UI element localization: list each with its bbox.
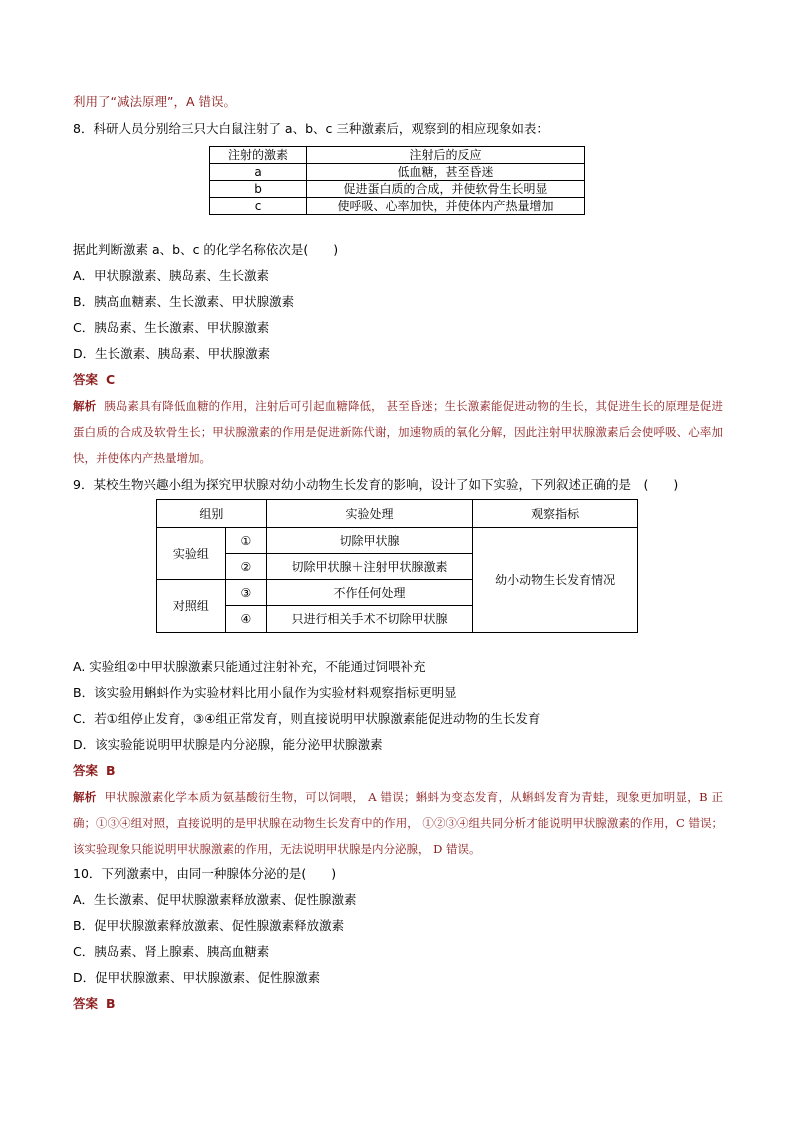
q10-option-b: B．促甲状腺激素释放激素、促性腺激素释放激素 — [73, 918, 345, 933]
answer-label: 答案 — [73, 372, 99, 387]
q8-header-hormone: 注射的激素 — [210, 147, 307, 164]
q9-table — [156, 499, 638, 633]
table-row — [210, 164, 585, 181]
q8-cell: 低血糖，甚至昏迷 — [307, 164, 585, 181]
q8-cell: b — [210, 181, 307, 198]
q9-option-c: C．若①组停止发育，③④组正常发育，则直接说明甲状腺激素能促进动物的生长发育 — [73, 711, 541, 726]
q9-group-control: 对照组 — [157, 580, 226, 633]
answer-value: B — [106, 763, 116, 778]
answer-label: 答案 — [73, 763, 99, 778]
explanation-label: 解析 — [73, 790, 97, 804]
explanation-label: 解析 — [73, 399, 97, 413]
q9-option-b: B．该实验用蝌蚪作为实验材料比用小鼠作为实验材料观察指标更明显 — [73, 685, 457, 700]
q9-explanation — [73, 784, 723, 862]
q9-row-number: ③ — [225, 580, 266, 606]
q9-option-d: D．该实验能说明甲状腺是内分泌腺，能分泌甲状腺激素 — [73, 737, 383, 752]
q9-treatment: 不作任何处理 — [266, 580, 473, 606]
explanation-text: 甲状腺激素化学本质为氨基酸衍生物，可以饲喂， A 错误；蝌蚪为变态发育，从蝌蚪发育为青蛙，现象更加明显，B 正确；①③④组对照，直接说明的是甲状腺在动物生长发育中的作用， ①②③④组共同分析才能说明甲状腺激素的作用，C 错误；该实验现象只能说明甲状腺激素的作用，无法说明甲状腺是内分泌腺， D 错误。 — [73, 790, 724, 856]
q8-option-a: A．甲状腺激素、胰岛素、生长激素 — [73, 268, 270, 283]
q9-group-experimental: 实验组 — [157, 528, 226, 580]
q9-header-treatment: 实验处理 — [266, 500, 473, 528]
q8-cell: c — [210, 198, 307, 215]
q8-option-b: B．胰高血糖素、生长激素、甲状腺激素 — [73, 294, 295, 309]
top-note: 利用了“减法原理”，A 错误。 — [73, 94, 236, 109]
q9-treatment: 切除甲状腺＋注射甲状腺激素 — [266, 554, 473, 580]
q8-answer — [73, 372, 115, 388]
q9-header-indicator: 观察指标 — [473, 500, 638, 528]
q9-option-a: A. 实验组②中甲状腺激素只能通过注射补充，不能通过饲喂补充 — [73, 659, 426, 674]
explanation-text: 胰岛素具有降低血糖的作用，注射后可引起血糖降低， 甚至昏迷；生长激素能促进动物的生长，其促进生长的原理是促进蛋白质的合成及软骨生长；甲状腺激素的作用是促进新陈代谢，加速物质的氧化分解，因此注射甲状腺激素后会使呼吸、心率加快，并使体内产热量增加。 — [73, 399, 723, 465]
q8-stem: 8．科研人员分别给三只大白鼠注射了 a、b、c 三种激素后，观察到的相应现象如表： — [73, 121, 549, 136]
q9-treatment: 切除甲状腺 — [266, 528, 473, 554]
table-row — [210, 198, 585, 215]
table-row — [157, 528, 638, 554]
q10-option-d: D．促甲状腺激素、甲状腺激素、促性腺激素 — [73, 970, 321, 985]
q9-treatment: 只进行相关手术不切除甲状腺 — [266, 606, 473, 633]
q8-table — [209, 146, 585, 215]
answer-label: 答案 — [73, 996, 99, 1011]
q8-option-d: D．生长激素、胰岛素、甲状腺激素 — [73, 346, 271, 361]
table-row — [210, 181, 585, 198]
q8-option-c: C．胰岛素、生长激素、甲状腺激素 — [73, 320, 270, 335]
q9-row-number: ① — [225, 528, 266, 554]
q10-answer — [73, 996, 116, 1012]
answer-value: C — [106, 372, 116, 387]
q8-cell: a — [210, 164, 307, 181]
q8-prompt: 据此判断激素 a、b、c 的化学名称依次是( ) — [73, 242, 339, 257]
q8-explanation — [73, 393, 723, 471]
q10-option-a: A．生长激素、促甲状腺激素释放激素、促性腺激素 — [73, 892, 357, 907]
q8-cell: 使呼吸、心率加快，并使体内产热量增加 — [307, 198, 585, 215]
q9-row-number: ④ — [225, 606, 266, 633]
q9-row-number: ② — [225, 554, 266, 580]
q10-option-c: C．胰岛素、肾上腺素、胰高血糖素 — [73, 944, 270, 959]
q8-header-reaction: 注射后的反应 — [307, 147, 585, 164]
q10-stem: 10．下列激素中，由同一种腺体分泌的是( ) — [73, 866, 337, 881]
answer-value: B — [106, 996, 116, 1011]
q9-stem: 9．某校生物兴趣小组为探究甲状腺对幼小动物生长发育的影响，设计了如下实验，下列叙述正确的是 ( ) — [73, 477, 679, 492]
q9-answer — [73, 763, 116, 779]
q9-indicator: 幼小动物生长发育情况 — [473, 528, 638, 633]
q9-header-group: 组别 — [157, 500, 267, 528]
q8-cell: 促进蛋白质的合成，并使软骨生长明显 — [307, 181, 585, 198]
